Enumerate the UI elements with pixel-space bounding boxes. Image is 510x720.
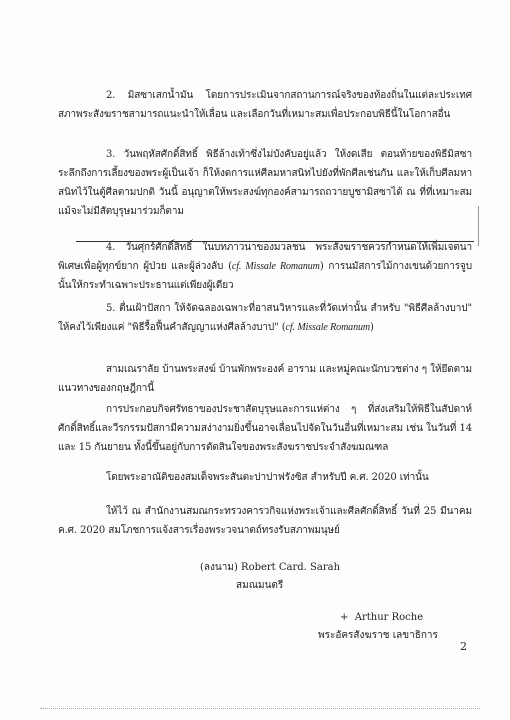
secretary-signature-name bbox=[340, 610, 423, 626]
page-number: 2 bbox=[460, 640, 467, 653]
margin-mark bbox=[478, 206, 485, 246]
secretary-name: Arthur Roche bbox=[354, 612, 424, 623]
paragraph-9: ให้ไว้ ณ สำนักงานสมณกระทรวงคารวกิจแห่งพระเจ้าและศีลศักดิ์สิทธิ์ วันที่ 25 มีนาคม ค.ศ. 2020 สมโภชการแจ้งสารเรื่องพระวจนาตถ์ทรงรับสภาพมนุษย์ bbox=[58, 506, 472, 536]
page-bottom-edge bbox=[40, 708, 480, 715]
paragraph-5-citation: cf. Missale Romanum bbox=[285, 322, 371, 333]
paragraph-2: 2. มิสซาเสกน้ำมัน โดยการประเมินจากสถานการณ์จริงของท้องถิ่นในแต่ละประเทศ สภาพระสังฆราชสามารถแนะนำให้เลื่อน และเลือกวันที่เหมาะสมเพื่อประกอบพิธีนี้ในโอกาสอื่น bbox=[58, 90, 472, 120]
paragraph-4-text: 4. วันศุกร์ศักดิ์สิทธิ์ ในบทภาวนาของมวลชน พระสังฆราชควรกำหนดให้เพิ่มเจตนาพิเศษเพื่อผู้ทุกข์ยาก ผู้ป่วย และผู้ล่วงลับ ( bbox=[58, 242, 472, 272]
paragraph-3: 3. วันพฤหัสศักดิ์สิทธิ์ พิธีล้างเท้าซึ่งไม่บังคับอยู่แล้ว ให้งดเสีย ตอนท้ายของพิธีมิสซาระลึกถึงการเลี้ยงของพระผู้เป็นเจ้า ก็ให้งดการแห่ศีลมหาสนิทไปยังที่พักศีลเช่นกัน และให้เก็บศีลมหาสนิทไว้ในตู้ศีลตามปกติ วันนี้ อนุญาตให้พระสงฆ์ทุกองค์สามารถถวายบูชามิสซาได้ ณ ที่ที่เหมาะสม แม้จะไม่มีสัตบุรุษมาร่วมก็ตาม bbox=[58, 149, 472, 217]
paragraph-6: สามเณราลัย บ้านพระสงฆ์ บ้านพักพระองค์ อาราม และหมู่คณะนักบวชต่าง ๆ ให้ยึดตามแนวทางของกฤษฎีกานี้ bbox=[58, 364, 472, 394]
prefect-signature-name: (ลงนาม) Robert Card. Sarah bbox=[200, 562, 341, 573]
paragraph-5-text: 5. ตื่นเฝ้าปัสกา ให้จัดฉลองเฉพาะที่อาสนวิหารและที่วัดเท่านั้น สำหรับ "พิธีศีลล้างบาป" ให้คงไว้เพียงแค่ "พิธีรื้อฟื้นคำสัญญาแห่งศีลล้างบาป" ( bbox=[58, 303, 472, 333]
paragraph-4 bbox=[58, 238, 472, 295]
prefect-signature-title: สมณมนตรี bbox=[236, 580, 284, 591]
secretary-signature-title: พระอัครสังฆราช เลขาธิการ bbox=[318, 630, 438, 641]
paragraph-7: การประกอบกิจศรัทธาของประชาสัตบุรุษและการแห่ต่าง ๆ ที่ส่งเสริมให้พิธีในสัปดาห์ศักดิ์สิทธิ์และวีรกรรมปัสกามีความสง่างามยิ่งขึ้นอาจเลื่อนไปจัดในวันอื่นที่เหมาะสม เช่น ในวันที่ 14 และ 15 กันยายน ทั้งนี้ขึ้นอยู่กับการตัดสินใจของพระสังฆราชประจำสังฆมณฑล bbox=[58, 404, 472, 453]
paragraph-5 bbox=[58, 299, 472, 337]
paragraph-5-tail: ) bbox=[370, 322, 374, 333]
paragraph-4-citation: cf. Missale Romanum bbox=[231, 261, 320, 272]
paragraph-4-tail: ) การนมัสการไม้กางเขนด้วยการจูบนั้นให้กระทำเฉพาะประธานแต่เพียงผู้เดียว bbox=[58, 261, 472, 291]
cross-symbol: + bbox=[340, 612, 349, 623]
paragraph-8: โดยพระอาณัติของสมเด็จพระสันตะปาปาฟรังซิส สำหรับปี ค.ศ. 2020 เท่านั้น bbox=[106, 472, 429, 483]
